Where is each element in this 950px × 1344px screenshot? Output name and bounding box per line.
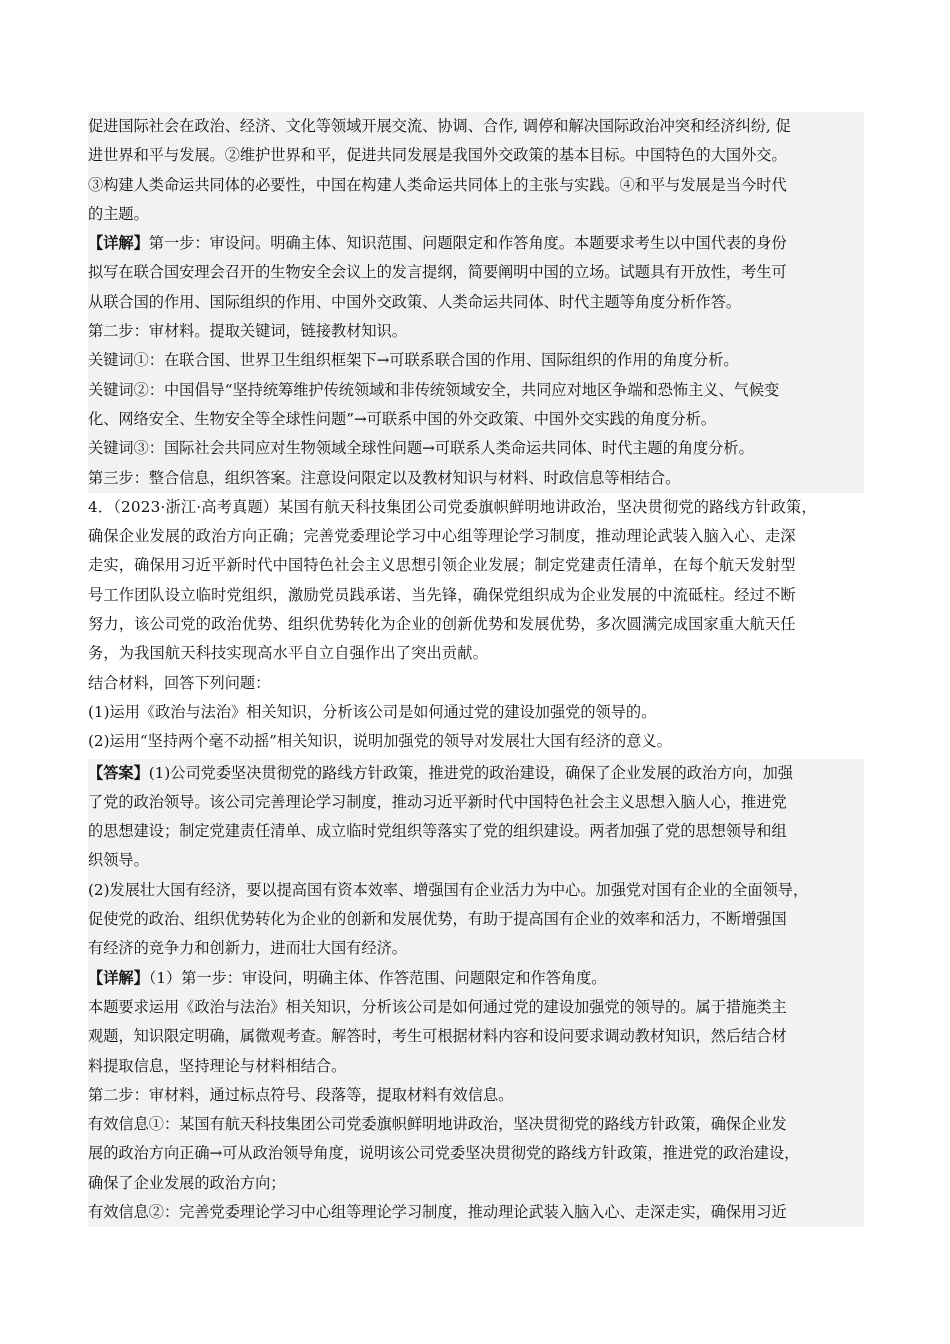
detail-line: 第二步：审材料。提取关键词，链接教材知识。 xyxy=(88,322,407,341)
question-text-line: 务，为我国航天科技实现高水平自立自强作出了突出贡献。 xyxy=(88,644,489,663)
sub-question-2: (2)运用“坚持两个毫不动摇”相关知识，说明加强党的领导对发展壮大国有经济的意义。 xyxy=(88,732,672,751)
detail-line: 料提取信息，坚持理论与材料相结合。 xyxy=(88,1056,347,1075)
answer-line: 织领导。 xyxy=(88,851,149,870)
detail-line: 关键词②：中国倡导“坚持统筹维护传统领域和非传统领域安全，共同应对地区争端和恐怖主义、气候变 xyxy=(88,380,780,399)
answer-line: 促使党的政治、组织优势转化为企业的创新和发展优势，有助于提高国有企业的效率和活力，不断增强国 xyxy=(88,910,787,929)
detail-line xyxy=(88,964,864,993)
detail-text: （1）第一步：审设问，明确主体、作答范围、问题限定和作答角度。 xyxy=(148,968,607,987)
detail-line: 化、网络安全、生物安全等全球性问题”→可联系中国的外交政策、中国外交实践的角度分析。 xyxy=(88,409,716,428)
question-text-line: 努力，该公司党的政治优势、组织优势转化为企业的创新优势和发展优势，多次圆满完成国家重大航天任 xyxy=(88,615,796,634)
detail-line: 从联合国的作用、国际组织的作用、中国外交政策、人类命运共同体、时代主题等角度分析作答。 xyxy=(88,292,742,311)
detail-text: 第一步：审设问。明确主体、知识范围、问题限定和作答角度。本题要求考生以中国代表的身份 xyxy=(148,234,787,253)
answer-text-line: 促进国际社会在政治、经济、文化等领域开展交流、协调、合作, 调停和解决国际政治冲突和经济纠纷, 促 xyxy=(88,117,791,135)
detail-line: 拟写在联合国安理会召开的生物安全会议上的发言提纲，简要阐明中国的立场。试题具有开放性，考生可 xyxy=(88,263,787,282)
answer-text-line: 的主题。 xyxy=(88,204,149,223)
detail-line: 观题，知识限定明确，属微观考查。解答时，考生可根据材料内容和设问要求调动教材知识，然后结合材 xyxy=(88,1027,787,1046)
detail-line: 本题要求运用《政治与法治》相关知识，分析该公司是如何通过党的建设加强党的领导的。属于措施类主 xyxy=(88,997,787,1016)
detail-line: 有效信息②：完善党委理论学习中心组等理论学习制度，推动理论武装入脑入心、走深走实，确保用习近 xyxy=(88,1202,787,1221)
answer-line: 有经济的竞争力和创新力，进而壮大国有经济。 xyxy=(88,939,407,958)
detail-line: 第二步：审材料，通过标点符号、段落等，提取材料有效信息。 xyxy=(88,1085,514,1104)
answer-text-line: ③构建人类命运共同体的必要性，中国在构建人类命运共同体上的主张与实践。④和平与发展是当今时代 xyxy=(88,175,787,194)
question-text-line: 4．（2023·浙江·高考真题）某国有航天科技集团公司党委旗帜鲜明地讲政治，坚决贯彻党的路线方针政策， xyxy=(88,497,817,516)
question-4-block xyxy=(88,493,864,757)
detail-line: 有效信息①：某国有航天科技集团公司党委旗帜鲜明地讲政治，坚决贯彻党的路线方针政策，确保企业发 xyxy=(88,1115,787,1134)
answer-text: (1)公司党委坚决贯彻党的路线方针政策，推进党的政治建设，确保了企业发展的政治方向，加强 xyxy=(148,763,793,782)
previous-answer-block xyxy=(88,112,864,493)
sub-question-1: (1)运用《政治与法治》相关知识，分析该公司是如何通过党的建设加强党的领导的。 xyxy=(88,702,657,721)
detail-line: 关键词①：在联合国、世界卫生组织框架下→可联系联合国的作用、国际组织的作用的角度分析。 xyxy=(88,351,739,370)
detail-tag: 【详解】 xyxy=(88,968,149,987)
answer-tag: 【答案】 xyxy=(88,763,149,782)
answer-line: 了党的政治领导。该公司完善理论学习制度，推动习近平新时代中国特色社会主义思想入脑人心，推进党 xyxy=(88,792,787,811)
answer-line xyxy=(88,759,864,788)
answer-line: 的思想建设；制定党建责任清单、成立临时党组织等落实了党的组织建设。两者加强了党的思想领导和组 xyxy=(88,822,787,841)
question-text-line: 走实，确保用习近平新时代中国特色社会主义思想引领企业发展；制定党建责任清单，在每个航天发射型 xyxy=(88,556,796,575)
document-page xyxy=(88,112,864,1227)
question-text-line: 确保企业发展的政治方向正确；完善党委理论学习中心组等理论学习制度，推动理论武装入脑入心、走深 xyxy=(88,527,796,546)
question-prompt: 结合材料，回答下列问题： xyxy=(88,673,271,692)
detail-line: 展的政治方向正确→可从政治领导角度，说明该公司党委坚决贯彻党的路线方针政策，推进党的政治建设， xyxy=(88,1144,800,1163)
answer-4-block xyxy=(88,759,864,1228)
answer-text-line: 进世界和平与发展。②维护世界和平，促进共同发展是我国外交政策的基本目标。中国特色的大国外交。 xyxy=(88,146,787,165)
detail-line: 确保了企业发展的政治方向； xyxy=(88,1173,286,1192)
detail-tag: 【详解】 xyxy=(88,234,149,253)
detail-line: 关键词③：国际社会共同应对生物领域全球性问题→可联系人类命运共同体、时代主题的角度分析。 xyxy=(88,439,754,458)
question-text-line: 号工作团队设立临时党组织，激励党员践承诺、当先锋，确保党组织成为企业发展的中流砥柱。经过不断 xyxy=(88,585,796,604)
answer-line: (2)发展壮大国有经济，要以提高国有资本效率、增强国有企业活力为中心。加强党对国有企业的全面领导， xyxy=(88,880,809,899)
detail-line xyxy=(88,229,864,258)
detail-line: 第三步：整合信息，组织答案。注意设问限定以及教材知识与材料、时政信息等相结合。 xyxy=(88,468,681,487)
